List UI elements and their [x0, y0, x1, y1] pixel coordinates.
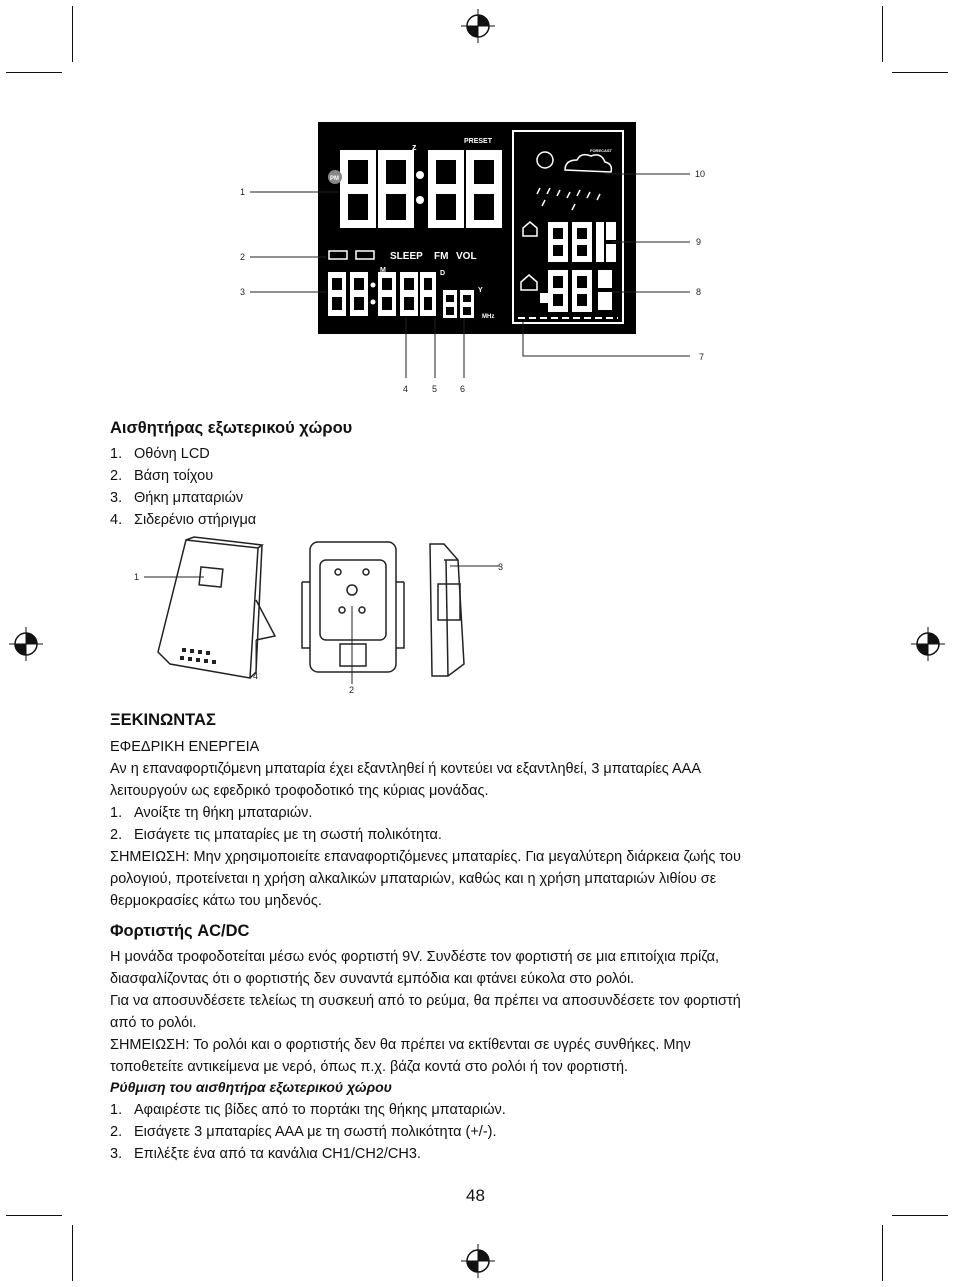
svg-text:4: 4	[253, 671, 259, 681]
charger-heading: Φορτιστής AC/DC	[110, 922, 250, 940]
fm-indicator: FM	[434, 251, 449, 262]
lcd-display-diagram	[230, 115, 720, 400]
preset-indicator: PRESET	[464, 138, 493, 145]
crop-mark	[882, 6, 883, 62]
sensor-heading: Αισθητήρας εξωτερικού χώρου	[110, 419, 353, 437]
paragraph-line: ΣΗΜΕΙΩΣΗ: Μην χρησιμοποιείτε επαναφορτιζόμενες μπαταρίες. Για μεγαλύτερη διάρκεια ζωής του	[110, 849, 741, 865]
svg-text:3: 3	[498, 562, 504, 572]
crop-mark	[6, 72, 62, 73]
registration-mark-icon	[911, 627, 945, 661]
page-number: 48	[466, 1186, 485, 1205]
list-item: 1. Ανοίξτε τη θήκη μπαταριών.	[110, 805, 313, 821]
list-item: 3. Επιλέξτε ένα από τα κανάλια CH1/CH2/CH3.	[110, 1146, 421, 1162]
list-item: 2. Εισάγετε 3 μπαταρίες ΑΑΑ με τη σωστή πολικότητα (+/-).	[110, 1124, 497, 1140]
svg-text:4: 4	[403, 384, 409, 394]
svg-text:6: 6	[460, 384, 466, 394]
list-item: 4. Σιδερένιο στήριγμα	[110, 512, 257, 528]
svg-text:1: 1	[134, 572, 140, 582]
svg-text:2: 2	[240, 252, 246, 262]
svg-text:5: 5	[432, 384, 438, 394]
paragraph-line: τοποθετείτε αντικείμενα με νερό, όπως π.χ. βάζα κοντά στο ρολόι ή τον φορτιστή.	[110, 1059, 629, 1075]
svg-text:FORECAST: FORECAST	[590, 148, 612, 153]
svg-text:9: 9	[696, 237, 702, 247]
svg-text:7: 7	[699, 352, 705, 362]
svg-text:M: M	[380, 267, 386, 274]
list-item: 2. Εισάγετε τις μπαταρίες με τη σωστή πολικότητα.	[110, 827, 442, 843]
registration-mark-icon	[461, 1244, 495, 1278]
svg-text:10: 10	[695, 169, 706, 179]
list-item: 1. Οθόνη LCD	[110, 446, 210, 462]
outdoor-sensor-diagram	[125, 533, 515, 698]
crop-mark	[882, 1225, 883, 1281]
paragraph-line: Η μονάδα τροφοδοτείται μέσω ενός φορτιστή 9V. Συνδέστε τον φορτιστή σε μια επιτοίχια πρίζα,	[110, 949, 720, 965]
paragraph-line: Αν η επαναφορτιζόμενη μπαταρία έχει εξαντληθεί ή κοντεύει να εξαντληθεί, 3 μπαταρίες ΑΑΑ	[110, 761, 702, 777]
svg-text:D: D	[440, 270, 446, 277]
pm-indicator: PM	[330, 176, 339, 182]
crop-mark	[72, 6, 73, 62]
crop-mark	[6, 1215, 62, 1216]
paragraph-line: θερμοκρασίες κάτω του μηδενός.	[110, 893, 322, 909]
list-item: 2. Βάση τοίχου	[110, 468, 214, 484]
svg-text:Y: Y	[478, 287, 483, 294]
list-item: 1. Αφαιρέστε τις βίδες από το πορτάκι της θήκης μπαταριών.	[110, 1102, 506, 1118]
mhz-indicator: MHz	[482, 314, 495, 320]
crop-mark	[892, 72, 948, 73]
registration-mark-icon	[461, 9, 495, 43]
crop-mark	[892, 1215, 948, 1216]
paragraph-line: λειτουργούν ως εφεδρικό τροφοδοτικό της κύριας μονάδας.	[110, 783, 489, 799]
paragraph-line: διασφαλίζοντας ότι ο φορτιστής δεν συναντά εμπόδια και φτάνει εύκολα στο ρολόι.	[110, 971, 635, 987]
svg-text:1: 1	[240, 187, 246, 197]
backup-power-title: ΕΦΕΔΡΙΚΗ ΕΝΕΡΓΕΙΑ	[110, 739, 260, 755]
paragraph-line: ρολογιού, προτείνεται η χρήση αλκαλικών μπαταριών, καθώς και η χρήση μπαταριών λιθίου σε	[110, 871, 717, 887]
svg-text:3: 3	[240, 287, 246, 297]
list-item: 3. Θήκη μπαταριών	[110, 490, 244, 506]
crop-mark	[72, 1225, 73, 1281]
sensor-setup-subheading: Ρύθμιση του αισθητήρα εξωτερικού χώρου	[110, 1079, 392, 1095]
start-heading: ΞΕΚΙΝΩΝΤΑΣ	[110, 711, 216, 729]
svg-text:z: z	[412, 142, 417, 152]
svg-text:8: 8	[696, 287, 702, 297]
paragraph-line: ΣΗΜΕΙΩΣΗ: Το ρολόι και ο φορτιστής δεν θα πρέπει να εκτίθενται σε υγρές συνθήκες. Μην	[110, 1037, 691, 1053]
registration-mark-icon	[9, 627, 43, 661]
paragraph-line: Για να αποσυνδέσετε τελείως τη συσκευή από το ρεύμα, θα πρέπει να αποσυνδέσετε τον φορτιστή	[110, 993, 741, 1009]
vol-indicator: VOL	[456, 251, 477, 262]
svg-text:2: 2	[349, 685, 355, 695]
paragraph-line: από το ρολόι.	[110, 1015, 197, 1031]
sleep-indicator: SLEEP	[390, 251, 423, 262]
